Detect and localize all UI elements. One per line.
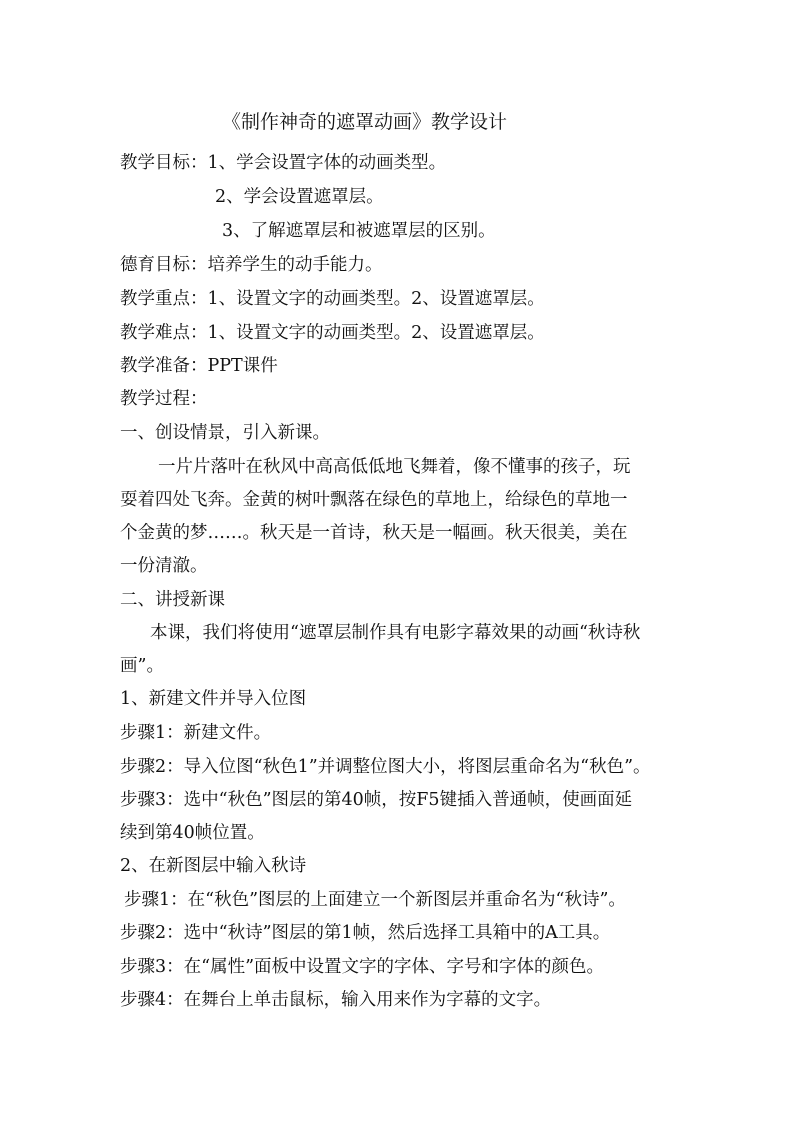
teaching-key-points: 教学重点：1、设置文字的动画类型。2、设置遮罩层。: [120, 289, 545, 309]
sub1-step-1: 步骤1：新建文件。: [120, 723, 272, 743]
teaching-preparation: 教学准备：PPT课件: [120, 356, 278, 376]
teaching-goal-3: 3、了解遮罩层和被遮罩层的区别。: [222, 221, 496, 241]
intro-paragraph-line-3: 个金黄的梦……。秋天是一首诗，秋天是一幅画。秋天很美，美在: [120, 523, 628, 543]
subsection-2-heading: 2、在新图层中输入秋诗: [120, 856, 307, 876]
intro-paragraph-line-1: 一片片落叶在秋风中高高低低地飞舞着，像不懂事的孩子，玩: [158, 457, 631, 477]
lesson-intro-line-1: 本课，我们将使用“遮罩层制作具有电影字幕效果的动画“秋诗秋: [150, 623, 641, 643]
teaching-goal-1: 教学目标：1、学会设置字体的动画类型。: [120, 153, 447, 173]
sub2-step-1: 步骤1：在“秋色”图层的上面建立一个新图层并重命名为“秋诗”。: [124, 890, 626, 910]
teaching-goal-2: 2、学会设置遮罩层。: [215, 187, 384, 207]
intro-paragraph-line-2: 耍着四处飞奔。金黄的树叶飘落在绿色的草地上，给绿色的草地一: [120, 490, 628, 510]
teaching-process-heading: 教学过程：: [120, 389, 208, 409]
sub1-step-2: 步骤2：导入位图“秋色1”并调整位图大小，将图层重命名为“秋色”。: [120, 757, 651, 777]
teaching-difficulties: 教学难点：1、设置文字的动画类型。2、设置遮罩层。: [120, 323, 545, 343]
sub1-step-3-line-2: 续到第40帧位置。: [120, 823, 265, 843]
sub2-step-2: 步骤2：选中“秋诗”图层的第1帧，然后选择工具箱中的A工具。: [120, 923, 611, 943]
document-title: 《制作神奇的遮罩动画》教学设计: [222, 111, 508, 133]
section-1-heading: 一、创设情景，引入新课。: [120, 423, 330, 443]
moral-goal: 德育目标：培养学生的动手能力。: [120, 255, 383, 275]
section-2-heading: 二、讲授新课: [120, 590, 225, 610]
lesson-intro-line-2: 画”。: [120, 656, 164, 676]
sub2-step-4: 步骤4：在舞台上单击鼠标，输入用来作为字幕的文字。: [120, 990, 552, 1010]
subsection-1-heading: 1、新建文件并导入位图: [120, 689, 307, 709]
sub1-step-3-line-1: 步骤3：选中“秋色”图层的第40帧，按F5键插入普通帧，使画面延: [120, 790, 633, 810]
intro-paragraph-line-4: 一份清澈。: [120, 556, 208, 576]
sub2-step-3: 步骤3：在“属性”面板中设置文字的字体、字号和字体的颜色。: [120, 957, 605, 977]
